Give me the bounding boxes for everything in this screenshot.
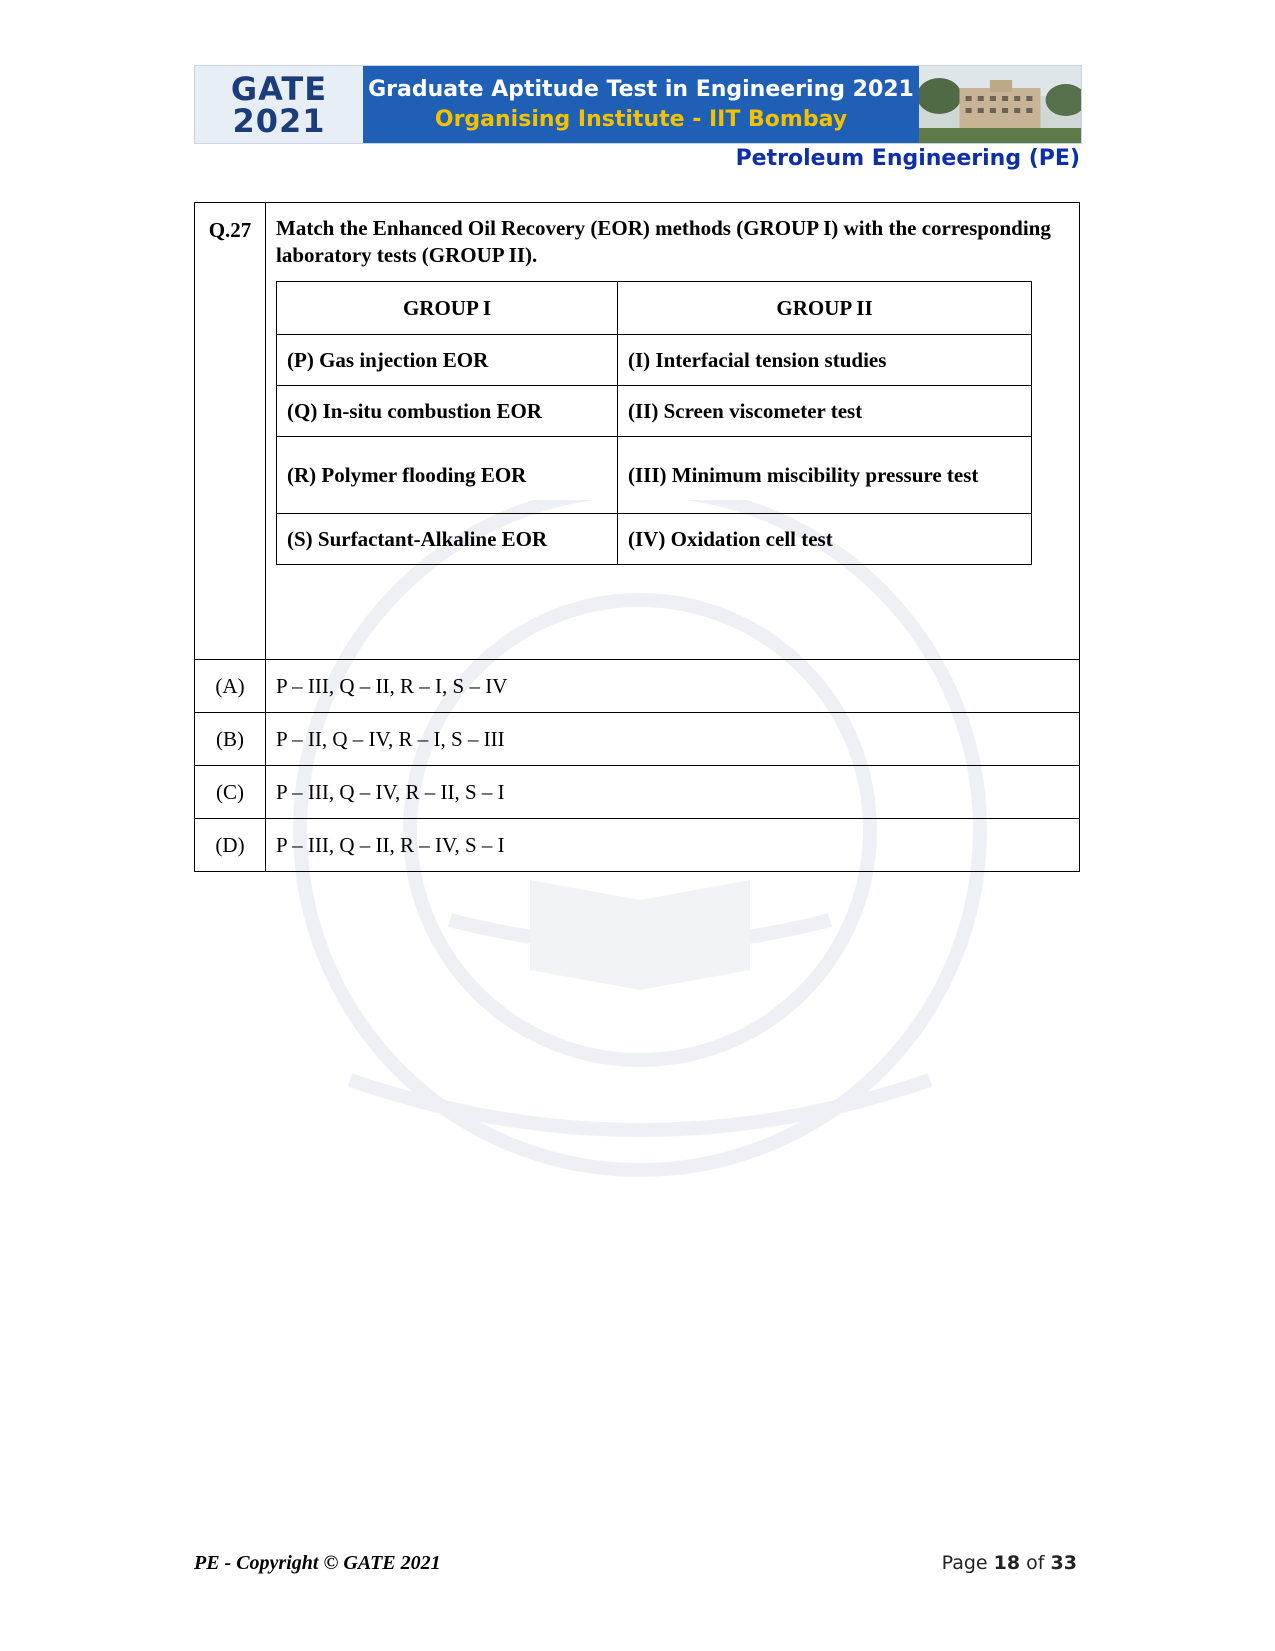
organiser-title: Organising Institute - IIT Bombay bbox=[434, 106, 848, 132]
group-1-item: (S) Surfactant-Alkaline EOR bbox=[277, 514, 618, 565]
question-text: Match the Enhanced Oil Recovery (EOR) methods (GROUP I) with the corresponding laboratory tests (GROUP II). bbox=[276, 216, 1051, 267]
group-2-item: (II) Screen viscometer test bbox=[618, 386, 1032, 437]
group-1-header: GROUP I bbox=[277, 282, 618, 335]
option-label: (D) bbox=[195, 819, 266, 872]
banner-title-box bbox=[363, 66, 919, 143]
group-2-item: (III) Minimum miscibility pressure test bbox=[618, 437, 1032, 514]
question-body bbox=[266, 203, 1080, 660]
option-label: (C) bbox=[195, 766, 266, 819]
question-number-cell bbox=[195, 203, 266, 660]
group-1-item: (P) Gas injection EOR bbox=[277, 335, 618, 386]
gate-logo bbox=[195, 66, 363, 143]
group-2-item: (I) Interfacial tension studies bbox=[618, 335, 1032, 386]
page-prefix: Page bbox=[941, 1552, 988, 1574]
option-row bbox=[195, 819, 1080, 872]
match-table bbox=[276, 281, 1032, 565]
match-row bbox=[277, 437, 1032, 514]
option-text: P – III, Q – II, R – I, S – IV bbox=[266, 660, 1080, 713]
page-of: of bbox=[1026, 1552, 1045, 1574]
question-table bbox=[194, 202, 1080, 872]
match-header-row bbox=[277, 282, 1032, 335]
subject-title: Petroleum Engineering (PE) bbox=[735, 146, 1080, 171]
copyright-notice: PE - Copyright © GATE 2021 bbox=[194, 1552, 441, 1574]
page-total: 33 bbox=[1050, 1552, 1077, 1574]
group-1-item: (R) Polymer flooding EOR bbox=[277, 437, 618, 514]
option-text: P – III, Q – II, R – IV, S – I bbox=[266, 819, 1080, 872]
question-number: Q.27 bbox=[208, 218, 252, 242]
group-1-item: (Q) In-situ combustion EOR bbox=[277, 386, 618, 437]
option-row bbox=[195, 766, 1080, 819]
group-2-item: (IV) Oxidation cell test bbox=[618, 514, 1032, 565]
logo-line-2: 2021 bbox=[232, 101, 326, 140]
option-label: (B) bbox=[195, 713, 266, 766]
page-number bbox=[942, 1552, 1077, 1574]
institute-building-image bbox=[919, 66, 1081, 143]
header-banner bbox=[194, 65, 1082, 144]
exam-title: Graduate Aptitude Test in Engineering 2021 bbox=[368, 76, 914, 102]
group-2-header: GROUP II bbox=[618, 282, 1032, 335]
logo-line-1: GATE bbox=[230, 69, 328, 108]
match-row bbox=[277, 386, 1032, 437]
option-row bbox=[195, 660, 1080, 713]
match-row bbox=[277, 514, 1032, 565]
option-text: P – III, Q – IV, R – II, S – I bbox=[266, 766, 1080, 819]
page-current: 18 bbox=[993, 1552, 1021, 1574]
option-row bbox=[195, 713, 1080, 766]
option-text: P – II, Q – IV, R – I, S – III bbox=[266, 713, 1080, 766]
option-label: (A) bbox=[195, 660, 266, 713]
question-row bbox=[195, 203, 1080, 660]
match-row bbox=[277, 335, 1032, 386]
